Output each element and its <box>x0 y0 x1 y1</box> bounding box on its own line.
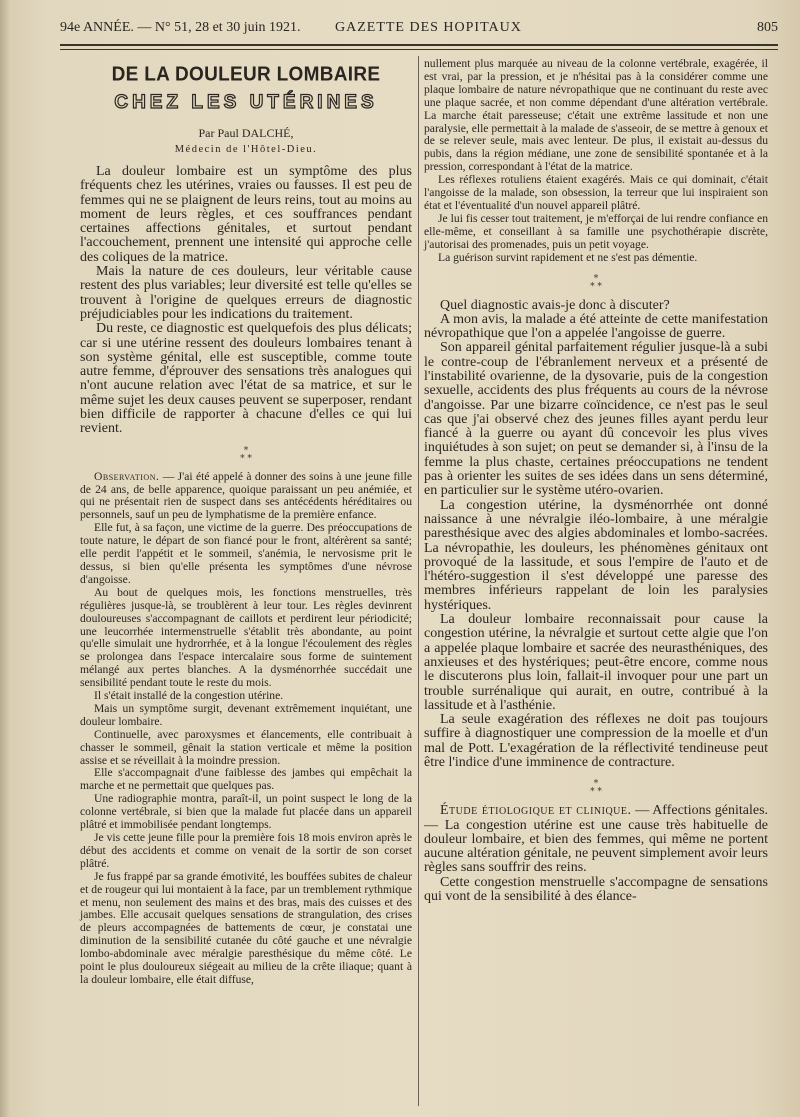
paragraph <box>80 767 412 793</box>
paragraph <box>80 322 412 436</box>
paragraph <box>80 265 412 322</box>
paragraph-text: Je fus frappé par sa grande émotivité, les bouffées subites de chaleur et de rougeur qui lui montaient à la face, par un tremblement rythmique et menu, non seulement des mains et des bras, mais des cuisses et des jambes. Elle accusait quelques sensations de strangulation, des crises de pleurs accompagnées de battements de cœur, je constatai une diminution de la sensibilité cutanée du côté gauche et une névralgie lombo-abdominale avec méralgie paresthésique du même côté. Le point le plus douloureux siégeait au milieu de la crête iliaque; quant à la douleur lombaire, elle était diffuse, <box>80 869 412 986</box>
diagnostic-section <box>424 299 768 771</box>
paragraph <box>80 703 412 729</box>
paragraph-text: Une radiographie montra, paraît-il, un point suspect le long de la colonne vertébrale, si bien que la malade fut placée dans un appareil plâtré et immobilisée pendant longtemps. <box>80 792 412 832</box>
paragraph-text: nullement plus marquée au niveau de la colonne vertébrale, exagérée, il est vrai, par la pression, et je n'hésitai pas à la considérer comme une plaque lombaire de nature névropathique que ne continuant du reste avec une plaque sacrée, et non comme dépendant d'une altération vertébrale. La marche était paresseuse; c'était une extrême lassitude et non une paralysie, elle permettait à la malade de s'asseoir, de se mettre à genoux et de se relever seule, mais avec lenteur. De plus, il existait au-dessus du pubis, dans la région médiane, une zone de sensibilité spontanée et à la pression, correspondant à l'état de la matrice. <box>424 57 768 174</box>
article-title-line2: CHEZ LES UTÉRINES <box>114 92 378 113</box>
observation-continued-section <box>424 58 768 265</box>
page-number: 805 <box>757 20 778 35</box>
author-byline: Par Paul DALCHÉ, <box>198 126 294 140</box>
paragraph <box>424 252 768 265</box>
section-label: Étude étiologique et clinique. <box>440 803 632 819</box>
observation-section <box>80 471 412 987</box>
issue-info: 94e ANNÉE. — N° 51, 28 et 30 juin 1921. <box>60 20 301 35</box>
paragraph-text: La douleur lombaire reconnaissait pour cause la congestion utérine, la névralgie et surtout cette algie que l'on a appelée plaque lombaire et sacrée des neurasthéniques, des anxieuses et des hystériques; peut-être encore, comme nous le discuterons plus loin, fallait-il invoquer pour une part un trouble surrénalique qui aurait, en outre, contribué à la lassitude et à l'asthénie. <box>424 612 768 713</box>
section-label: Observation. <box>94 469 160 483</box>
etude-section <box>424 804 768 904</box>
paragraph-text: Mais un symptôme surgit, devenant extrêmement inquiétant, une douleur lombaire. <box>80 701 412 728</box>
paragraph <box>80 587 412 690</box>
paragraph <box>424 876 768 905</box>
paragraph <box>424 213 768 252</box>
header-rule-thick <box>60 44 778 46</box>
section-separator-stars: * * * <box>590 779 602 798</box>
section-separator-stars: * * * <box>240 445 252 464</box>
paragraph-text: Elle s'accompagnait d'une faiblesse des jambes qui empêchait la marche et ne permettait que quelques pas. <box>80 766 412 793</box>
paragraph <box>80 832 412 871</box>
header-rule-thin <box>60 49 778 50</box>
paragraph-text: La congestion utérine, la dysménorrhée ont donné naissance à une névralgie iléo-lombaire, à une méralgie paresthésique avec des algies abdominales et lombo-sacrées. La névropathie, les douleurs, les phénomènes génitaux ont provoqué de la lassitude, et sous l'empire de l'auto et de l'hétéro-suggestion il s'est développé une paresse des membres inférieurs rappelant de loin les paralysies hystériques. <box>424 497 768 613</box>
paragraph-text: La seule exagération des réflexes ne doit pas toujours suffire à diagnostiquer une compression de la moelle et d'un mal de Pott. L'exagération de la réflectivité tendineuse peut être l'indice d'une imminence de contracture. <box>424 712 768 770</box>
paragraph-text: — J'ai été appelé à donner des soins à une jeune fille de 24 ans, de belle apparence, quoique paraissant un peu anémiée, et qui ne présentait rien de suspect dans ses antécédents héréditaires ou personnels, sauf un peu de lymphatisme de la première enfance. <box>80 469 412 522</box>
left-column <box>80 64 412 987</box>
paragraph-text: Son appareil génital parfaitement régulier jusque-là a subi le contre-coup de l'ébranlement nerveux et a présenté de l'instabilité ovarienne, de la dysovarie, puis de la congestion sexuelle, accidents des plus fréquents au cours de la névrose d'angoisse. Par une bizarre coïncidence, ce n'est pas le seul cas que j'ai observé chez des jeunes filles ayant perdu leur fiancé à la guerre ou ayant dû concevoir les plus vives inquiétudes à son sujet; on peut se demander si, à l'insu de la femme la plus chaste, certaines préoccupations ne tendent pas à orienter les suites de ses idées dans un sens déterminé, en particulier sur le système utéro-ovarien. <box>424 340 768 499</box>
paragraph <box>424 174 768 213</box>
article-title-line1: DE LA DOULEUR LOMBAIRE <box>111 63 381 86</box>
paragraph-text: La guérison survint rapidement et ne s'est pas démentie. <box>438 250 698 264</box>
paragraph <box>424 499 768 613</box>
page-header <box>60 20 778 40</box>
paragraph-text: Au bout de quelques mois, les fonctions menstruelles, très régulières jusque-là, se troublèrent à leur tour. Les règles devinrent douloureuses s'accompagnant de caillots et perdirent leur périodicité; une leucorrhée intermenstruelle s'établit très abondante, au point qu'elle simulait une hydrorrhée, et à la longue l'écoulement des règles se prolongea dans l'espace intercalaire sous forme de suintement mélangé aux pertes blanches. A la dysménorrhée succédait une sensibilité pendant toute le reste du mois. <box>80 585 412 690</box>
paragraph-text: Je vis cette jeune fille pour la première fois 18 mois environ après le début des accidents et comme on venait de la sortir de son corset plâtré. <box>80 831 412 870</box>
paragraph-text: Du reste, ce diagnostic est quelquefois des plus délicats; car si une utérine ressent des douleurs lombaires tenant à son système génital, elle est susceptible, comme toute autre femme, d'éprouver des sensations très analogues qui n'ont aucune relation avec l'état de sa matrice, et sur le même sujet les deux causes peuvent se superposer, rendant bien difficile de rapporter à chacune d'elles ce qui lui revient. <box>80 321 412 437</box>
paragraph-text: Il s'était installé de la congestion utérine. <box>94 689 284 703</box>
author-affiliation: Médecin de l'Hôtel-Dieu. <box>174 144 318 155</box>
intro-section <box>80 165 412 437</box>
paragraph <box>424 299 768 313</box>
paragraph-text: Les réflexes rotuliens étaient exagérés. Mais ce qui dominait, c'était l'angoisse de la malade, son obsession, la terreur que lui inspiraient son état et l'éventualité d'un nouvel appareil plâtré. <box>424 173 768 212</box>
page-fold-shadow <box>0 0 10 1117</box>
paragraph <box>424 804 768 875</box>
paragraph-text: Elle fut, à sa façon, une victime de la guerre. Des préoccupations de toute nature, le départ de son fiancé pour le front, altérèrent sa santé; elle perdit l'appétit et le sommeil, s'anémia, le nervosisme prit le dessus, si bien qu'elle présenta les symptômes d'une névrose d'angoisse. <box>80 521 412 586</box>
paragraph-text: A mon avis, la malade a été atteinte de cette manifestation névropathique que l'on a appelée l'angoisse de guerre. <box>424 311 768 342</box>
paragraph <box>424 613 768 713</box>
paragraph <box>80 522 412 587</box>
paragraph-text: Cette congestion menstruelle s'accompagne de sensations qui vont de la sensibilité à des élance- <box>424 874 768 905</box>
paragraph-text: Mais la nature de ces douleurs, leur véritable cause restent des plus variables; leur diversité est telle qu'elles se trouvent à l'origine de quelques erreurs de diagnostic préjudiciables pour les indications du traitement. <box>80 264 412 322</box>
paragraph-text: Continuelle, avec paroxysmes et élancements, elle contribuait à chasser le sommeil, gênait la station verticale et même la position assise et se réveillait à la moindre pression. <box>80 727 412 767</box>
journal-title: GAZETTE DES HOPITAUX <box>335 20 522 35</box>
paragraph-text: Quel diagnostic avais-je donc à discuter? <box>440 297 670 313</box>
paragraph <box>80 729 412 768</box>
column-divider <box>418 56 419 1106</box>
paragraph <box>424 341 768 498</box>
paragraph <box>80 471 412 523</box>
paragraph <box>80 793 412 832</box>
paragraph <box>80 165 412 265</box>
paragraph-text: Je lui fis cesser tout traitement, je m'efforçai de lui rendre confiance en elle-même, et conseillant à sa famille une psychothérapie discrète, j'autorisai des promenades, puis un petit voyage. <box>424 211 768 251</box>
paragraph <box>424 58 768 174</box>
paragraph <box>424 313 768 342</box>
right-column <box>424 58 768 904</box>
paragraph-text: La douleur lombaire est un symptôme des plus fréquents chez les utérines, vraies ou fausses. Il est peu de femmes qui ne se plaignent de leurs reins, tout au moins au moment de leurs règles, et ces souffrances pendant certaines affections génitales, et surtout pendant l'accouchement, prennent une intensité qui approche celle des coliques de la matrice. <box>80 164 412 265</box>
paragraph <box>424 713 768 770</box>
section-separator-stars: * * * <box>590 273 602 292</box>
paragraph-text: — Affections génitales. — La congestion utérine est une cause très habituelle de douleur lombaire, et bien des femmes, qui même ne portent aucune altération génitale, ne peuvent simplement avoir leurs règles sans souffrir des reins. <box>424 803 769 876</box>
paragraph <box>80 871 412 987</box>
